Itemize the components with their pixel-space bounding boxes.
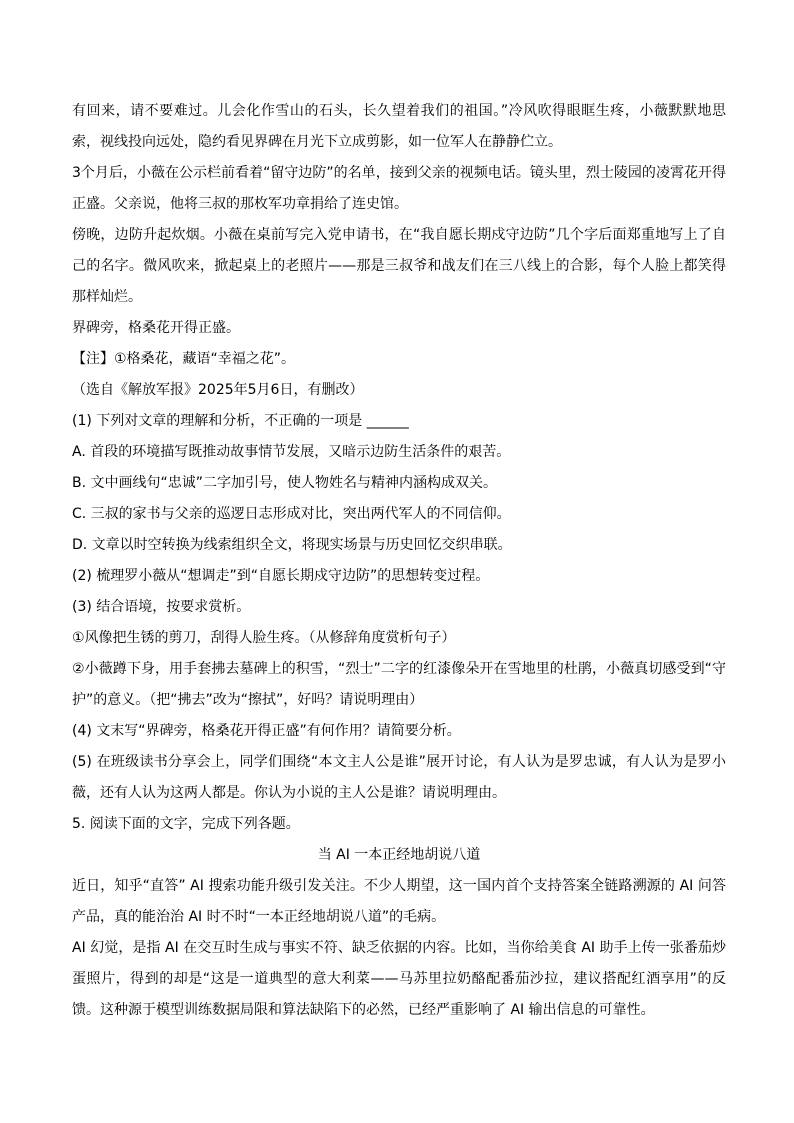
option-d: D. 文章以时空转换为线索组织全文，将现实场景与历史回忆交织串联。 <box>72 537 512 553</box>
option-a: A. 首段的环境描写既推动故事情节发展，又暗示边防生活条件的艰苦。 <box>72 444 511 460</box>
article-title: 当 AI 一本正经地胡说八道 <box>317 847 481 863</box>
article-paragraph-2: AI 幻觉，是指 AI 在交互时生成与事实不符、缺乏依据的内容。比如，当你给美食 AI 助手上传一张番茄炒蛋照片，得到的却是“这是一道典型的意大利菜——马苏里拉奶酪配番茄沙拉，建议搭配红酒享用”的反馈。这种源于模型训练数据局限和算法缺陷下的必然，已经严重影响了 AI 输出信息的可靠性。 <box>72 940 726 1018</box>
question-4: (4) 文末写“界碑旁，格桑花开得正盛”有何作用？请简要分析。 <box>72 723 461 739</box>
annotation-note: 【注】①格桑花，藏语“幸福之花”。 <box>72 351 296 367</box>
section-5-instruction: 5. 阅读下面的文字，完成下列各题。 <box>72 816 300 832</box>
question-1: (1) 下列对文章的理解和分析，不正确的一项是 ______ <box>72 413 409 429</box>
article-paragraph-1: 近日，知乎“直答” AI 搜索功能升级引发关注。不少人期望，这一国内首个支持答案全链路溯源的 AI 问答产品，真的能治治 AI 时不时“一本正经地胡说八道”的毛病。 <box>72 878 726 925</box>
question-2: (2) 梳理罗小薇从“想调走”到“自愿长期戍守边防”的思想转变过程。 <box>72 568 490 584</box>
option-c: C. 三叔的家书与父亲的巡逻日志形成对比，突出两代军人的不同信仰。 <box>72 506 511 522</box>
story-paragraph-3: 傍晚，边防升起炊烟。小薇在桌前写完入党申请书，在“我自愿长期戍守边防”几个字后面郑重地写上了自己的名字。微风吹来，掀起桌上的老照片——那是三叔爷和战友们在三八线上的合影，每个人脸上都笑得那样灿烂。 <box>72 227 726 305</box>
document-body <box>72 96 726 1026</box>
story-paragraph-1: 有回来，请不要难过。儿会化作雪山的石头，长久望着我们的祖国。”冷风吹得眼眶生疼，小薇默默地思索，视线投向远处，隐约看见界碑在月光下立成剪影，如一位军人在静静伫立。 <box>72 103 726 150</box>
question-3-item-2: ②小薇蹲下身，用手套拂去墓碑上的积雪，“烈士”二字的红漆像朵开在雪地里的杜鹃，小薇真切感受到“守护”的意义。（把“拂去”改为“擦拭”，好吗？请说明理由） <box>72 661 726 708</box>
question-3-item-1: ①风像把生锈的剪刀，刮得人脸生疼。（从修辞角度赏析句子） <box>72 630 456 646</box>
source-citation: （选自《解放军报》2025年5月6日，有删改） <box>72 382 364 398</box>
story-paragraph-2: 3个月后，小薇在公示栏前看着“留守边防”的名单，接到父亲的视频电话。镜头里，烈士陵园的凌霄花开得正盛。父亲说，他将三叔的那枚军功章捐给了连史馆。 <box>72 165 726 212</box>
question-5: (5) 在班级读书分享会上，同学们围绕“本文主人公是谁”展开讨论，有人认为是罗忠诚，有人认为是罗小薇，还有人认为这两人都是。你认为小说的主人公是谁？请说明理由。 <box>72 754 726 801</box>
story-paragraph-4: 界碑旁，格桑花开得正盛。 <box>72 320 240 336</box>
option-b: B. 文中画线句“忠诚”二字加引号，使人物姓名与精神内涵构成双关。 <box>72 475 498 491</box>
question-3: (3) 结合语境，按要求赏析。 <box>72 599 251 615</box>
